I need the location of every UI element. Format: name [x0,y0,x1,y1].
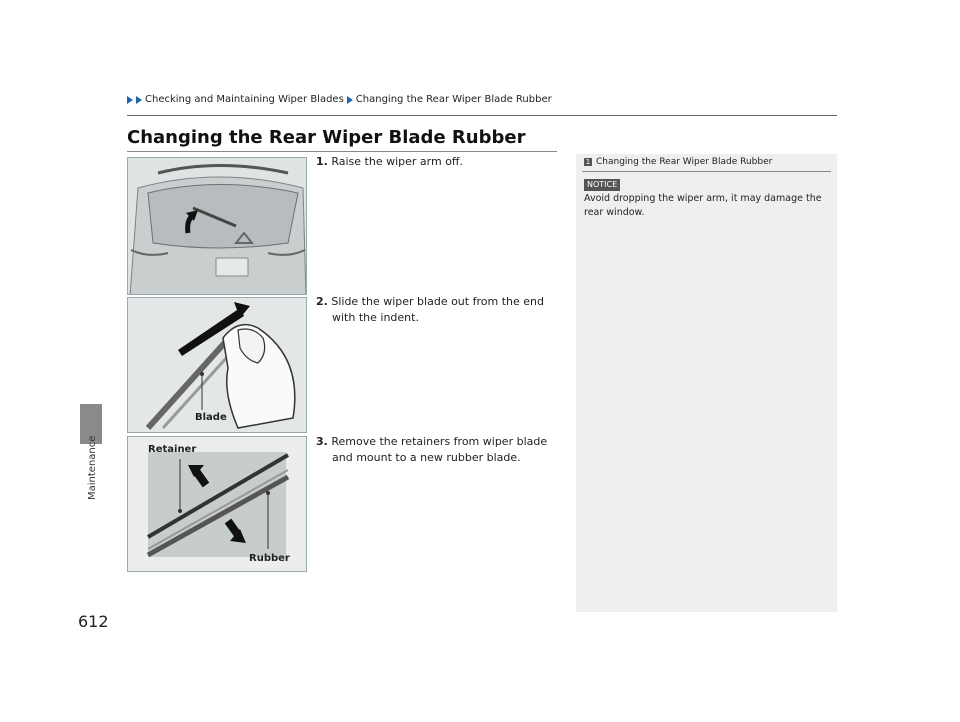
blade-callout: Blade [195,412,227,423]
side-note [576,154,837,612]
side-note-heading: 1 Changing the Rear Wiper Blade Rubber [585,157,773,167]
wiper-blade-slide-illustration [127,297,307,433]
page-number: 612 [78,612,109,631]
rubber-callout: Rubber [249,553,290,564]
retainer-callout: Retainer [148,444,197,455]
retainer-rubber-illustration [127,436,307,572]
title-divider [127,151,557,152]
triangle-right-icon [127,96,133,104]
step-1: 1. Raise the wiper arm off. [316,155,463,168]
breadcrumb [127,94,552,105]
breadcrumb-level2[interactable]: Changing the Rear Wiper Blade Rubber [355,94,552,105]
rear-window-illustration [127,157,307,295]
triangle-right-icon [347,96,353,104]
note-marker-icon: 1 [585,158,591,166]
step-3: 3. Remove the retainers from wiper blade and mount to a new rubber blade. [316,435,548,464]
step-2: 2. Slide the wiper blade out from the end with the indent. [316,295,544,324]
header-divider [127,115,837,116]
page-title: Changing the Rear Wiper Blade Rubber [127,127,526,148]
side-note-text: Avoid dropping the wiper arm, it may damage the rear window. [584,193,822,218]
notice-badge: NOTICE [584,179,620,191]
side-note-divider [582,171,831,172]
triangle-right-icon [136,96,142,104]
breadcrumb-level1[interactable]: Checking and Maintaining Wiper Blades [145,94,344,105]
section-label: Maintenance [87,435,98,500]
